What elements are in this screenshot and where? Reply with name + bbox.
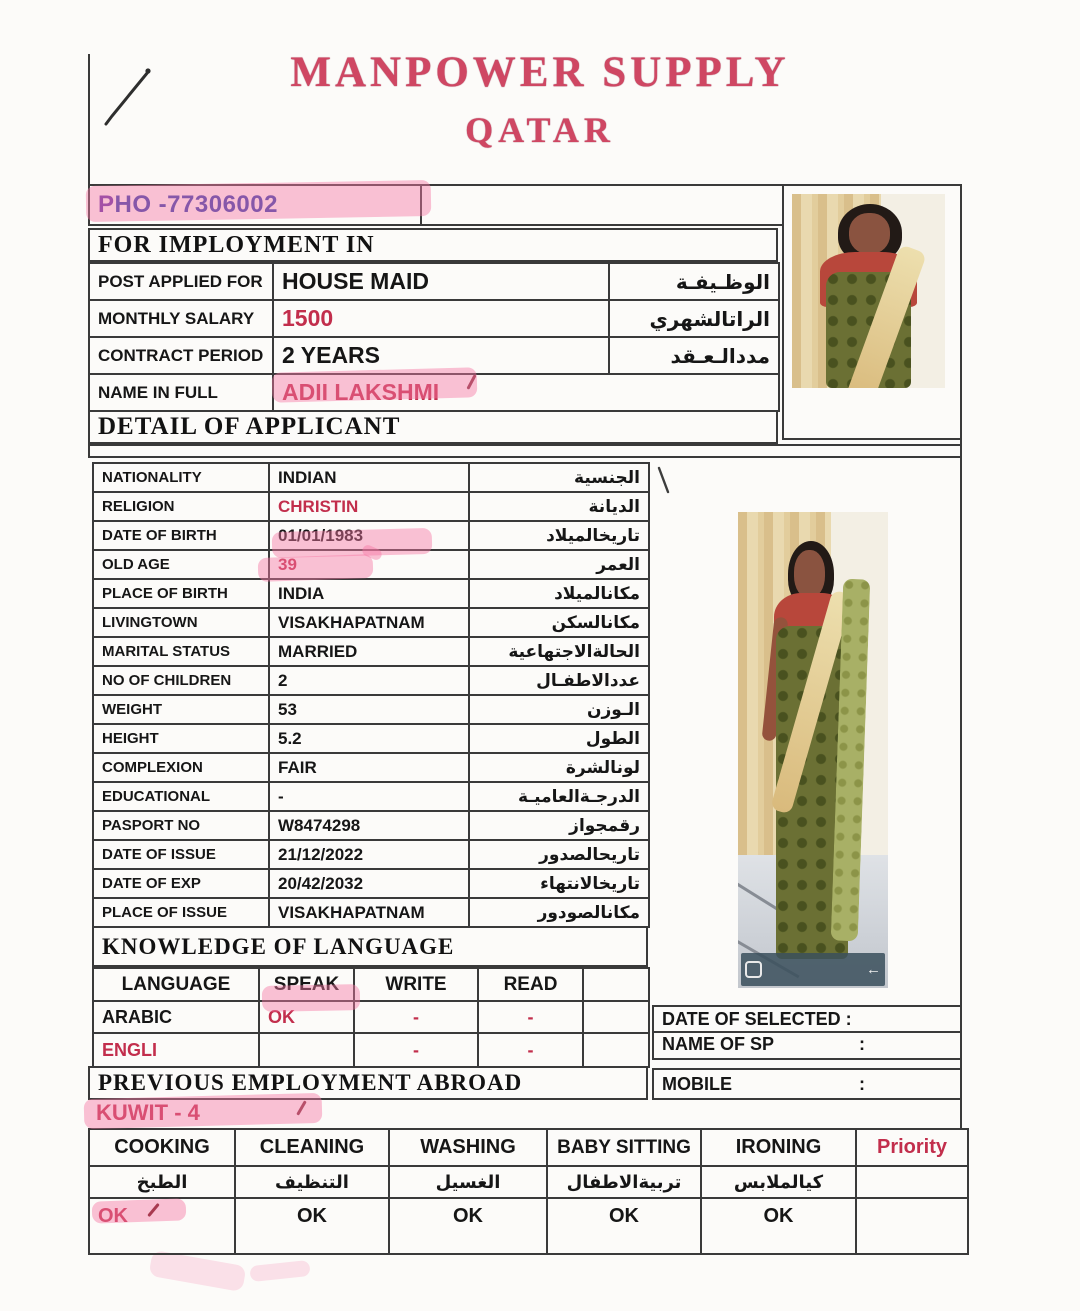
field-label: WEIGHT bbox=[93, 695, 269, 724]
field-label: MARITAL STATUS bbox=[93, 637, 269, 666]
table-row bbox=[93, 1033, 649, 1067]
field-value: 2 bbox=[269, 666, 469, 695]
field-label: POST APPLIED FOR bbox=[89, 263, 273, 300]
column-header: SPEAK bbox=[259, 968, 354, 1001]
field-label-arabic: الجنسية bbox=[469, 463, 649, 492]
form-title-line2: QATAR bbox=[465, 110, 615, 150]
applicant-photo-small bbox=[792, 194, 945, 388]
mobile-label: MOBILE bbox=[662, 1073, 732, 1094]
previous-employment-heading: PREVIOUS EMPLOYMENT ABROAD bbox=[88, 1066, 648, 1100]
field-value: ADII LAKSHMI bbox=[273, 374, 779, 411]
language-table bbox=[92, 967, 650, 1068]
table-row bbox=[93, 869, 649, 898]
table-row bbox=[93, 521, 649, 550]
skill-header: COOKING bbox=[89, 1129, 235, 1166]
field-label-arabic: تاريخالانتهاء bbox=[469, 869, 649, 898]
field-value: 1500 bbox=[273, 300, 609, 337]
language-section-heading: KNOWLEDGE OF LANGUAGE bbox=[92, 926, 648, 967]
skill-ok: OK bbox=[89, 1198, 235, 1254]
skill-header: IRONING bbox=[701, 1129, 856, 1166]
field-value: 01/01/1983 bbox=[269, 521, 469, 550]
field-label-arabic: تاريحالصدور bbox=[469, 840, 649, 869]
field-label-arabic: لونالشرة bbox=[469, 753, 649, 782]
column-header: READ bbox=[478, 968, 583, 1001]
table-row bbox=[93, 724, 649, 753]
skill-header: BABY SITTING bbox=[547, 1129, 701, 1166]
table-row bbox=[93, 666, 649, 695]
table-row bbox=[93, 782, 649, 811]
field-label: CONTRACT PERIOD bbox=[89, 337, 273, 374]
back-arrow-icon: ← bbox=[866, 961, 881, 978]
table-row bbox=[89, 1198, 968, 1254]
field-label-arabic: تاريخالميلاد bbox=[469, 521, 649, 550]
field-label: EDUCATIONAL bbox=[93, 782, 269, 811]
table-row bbox=[89, 1166, 968, 1198]
table-row bbox=[89, 374, 779, 411]
field-label: HEIGHT bbox=[93, 724, 269, 753]
table-row bbox=[93, 968, 649, 1001]
colon: : bbox=[859, 1034, 865, 1054]
empty-cell bbox=[856, 1198, 968, 1254]
language-name: ENGLI bbox=[93, 1033, 259, 1067]
table-row bbox=[93, 608, 649, 637]
photo-frame bbox=[782, 186, 960, 440]
name-of-sp-label: NAME OF SP bbox=[662, 1034, 775, 1054]
field-value: 5.2 bbox=[269, 724, 469, 753]
field-label: OLD AGE bbox=[93, 550, 269, 579]
skill-ok: OK bbox=[389, 1198, 547, 1254]
table-row bbox=[89, 337, 779, 374]
field-value: MARRIED bbox=[269, 637, 469, 666]
table-row bbox=[93, 637, 649, 666]
table-row bbox=[93, 463, 649, 492]
field-value: VISAKHAPATNAM bbox=[269, 898, 469, 927]
field-label-arabic: رقمجواز bbox=[469, 811, 649, 840]
person-face bbox=[794, 550, 826, 598]
field-label-arabic: الراتالشهري bbox=[609, 300, 779, 337]
field-value: VISAKHAPATNAM bbox=[269, 608, 469, 637]
field-label-arabic: الطول bbox=[469, 724, 649, 753]
field-value: HOUSE MAID bbox=[273, 263, 609, 300]
person-face bbox=[849, 213, 890, 254]
table-row bbox=[93, 579, 649, 608]
detail-section-heading: DETAIL OF APPLICANT bbox=[88, 410, 778, 444]
phone-cell bbox=[88, 186, 422, 226]
right-border-line bbox=[960, 184, 962, 1128]
field-value: FAIR bbox=[269, 753, 469, 782]
field-label: DATE OF EXP bbox=[93, 869, 269, 898]
date-of-selected-label: DATE OF SELECTED : bbox=[662, 1008, 852, 1029]
sticker-icon bbox=[745, 961, 762, 978]
form-title bbox=[0, 48, 1080, 151]
skill-arabic: الطبخ bbox=[89, 1166, 235, 1198]
pen-backslash-mark bbox=[656, 464, 672, 496]
field-label-arabic: الـوزن bbox=[469, 695, 649, 724]
field-label: PLACE OF ISSUE bbox=[93, 898, 269, 927]
skill-header: WASHING bbox=[389, 1129, 547, 1166]
colon: : bbox=[859, 1073, 865, 1094]
employment-table bbox=[88, 262, 780, 412]
language-read: - bbox=[478, 1001, 583, 1033]
field-label: PLACE OF BIRTH bbox=[93, 579, 269, 608]
form-title-line1: MANPOWER SUPPLY bbox=[290, 49, 790, 96]
field-label-arabic: مكانالصودور bbox=[469, 898, 649, 927]
field-label: LIVINGTOWN bbox=[93, 608, 269, 637]
field-label-arabic: مكانالسكن bbox=[469, 608, 649, 637]
field-label-arabic: العمر bbox=[469, 550, 649, 579]
applicant-photo-full bbox=[738, 512, 888, 988]
language-speak: OK bbox=[259, 1001, 354, 1033]
field-label-arabic: الوظـيفـة bbox=[609, 263, 779, 300]
skill-arabic: كيالملابس bbox=[701, 1166, 856, 1198]
skill-header-priority: Priority bbox=[856, 1129, 968, 1166]
skill-ok: OK bbox=[701, 1198, 856, 1254]
skill-arabic: تربيةالاطفال bbox=[547, 1166, 701, 1198]
previous-employment-entry: KUWIT - 4 bbox=[96, 1100, 200, 1125]
field-label-arabic: الحالةالاجتهاعية bbox=[469, 637, 649, 666]
field-value: - bbox=[269, 782, 469, 811]
skill-arabic: الغسيل bbox=[389, 1166, 547, 1198]
field-value: INDIAN bbox=[269, 463, 469, 492]
field-label: COMPLEXION bbox=[93, 753, 269, 782]
field-label-arabic: عددالاطفـال bbox=[469, 666, 649, 695]
table-row bbox=[89, 300, 779, 337]
field-label: NO OF CHILDREN bbox=[93, 666, 269, 695]
field-label: DATE OF BIRTH bbox=[93, 521, 269, 550]
column-header: LANGUAGE bbox=[93, 968, 259, 1001]
column-header: WRITE bbox=[354, 968, 478, 1001]
pen-tick bbox=[296, 1100, 307, 1115]
field-label: RELIGION bbox=[93, 492, 269, 521]
table-row bbox=[93, 753, 649, 782]
empty-cell bbox=[856, 1166, 968, 1198]
employment-section-heading: FOR IMPLOYMENT IN bbox=[88, 228, 778, 262]
field-label-arabic: مددالـعـقد bbox=[609, 337, 779, 374]
field-value: 2 YEARS bbox=[273, 337, 609, 374]
mobile-row bbox=[652, 1068, 960, 1100]
screenshot-toolbar bbox=[741, 953, 885, 986]
field-value: CHRISTIN bbox=[269, 492, 469, 521]
field-value: 20/42/2032 bbox=[269, 869, 469, 898]
language-read: - bbox=[478, 1033, 583, 1067]
field-value: INDIA bbox=[269, 579, 469, 608]
table-row bbox=[93, 550, 649, 579]
language-write: - bbox=[354, 1033, 478, 1067]
skill-ok: OK bbox=[235, 1198, 389, 1254]
field-label: PASPORT NO bbox=[93, 811, 269, 840]
left-border-line bbox=[88, 54, 90, 186]
detail-table bbox=[92, 462, 650, 928]
empty-cell bbox=[583, 1001, 649, 1033]
table-row bbox=[93, 811, 649, 840]
phone-empty-cell bbox=[422, 186, 782, 226]
column-header-empty bbox=[583, 968, 649, 1001]
table-row bbox=[89, 1129, 968, 1166]
field-label-arabic: الديانة bbox=[469, 492, 649, 521]
phone-number: PHO -77306002 bbox=[98, 191, 278, 218]
field-value: 21/12/2022 bbox=[269, 840, 469, 869]
language-name: ARABIC bbox=[93, 1001, 259, 1033]
table-row bbox=[93, 695, 649, 724]
highlighter-smudge bbox=[249, 1260, 310, 1282]
field-value: 39 bbox=[269, 550, 469, 579]
skill-ok: OK bbox=[547, 1198, 701, 1254]
skill-header: CLEANING bbox=[235, 1129, 389, 1166]
table-row bbox=[93, 840, 649, 869]
field-value: 53 bbox=[269, 695, 469, 724]
skills-table bbox=[88, 1128, 969, 1255]
name-of-sp-row bbox=[652, 1031, 960, 1060]
field-label: NATIONALITY bbox=[93, 463, 269, 492]
field-label-arabic: الدرجـةالعاميـة bbox=[469, 782, 649, 811]
field-label: NAME IN FULL bbox=[89, 374, 273, 411]
language-speak bbox=[259, 1033, 354, 1067]
table-row bbox=[93, 492, 649, 521]
highlighter-smudge bbox=[148, 1250, 246, 1292]
field-label: MONTHLY SALARY bbox=[89, 300, 273, 337]
skill-arabic: التنظيف bbox=[235, 1166, 389, 1198]
table-row bbox=[93, 898, 649, 927]
date-of-selected-row bbox=[652, 1005, 960, 1033]
field-label-arabic: مكانالميلاد bbox=[469, 579, 649, 608]
table-row bbox=[89, 263, 779, 300]
separator-strip bbox=[88, 444, 962, 458]
table-row bbox=[93, 1001, 649, 1033]
field-label: DATE OF ISSUE bbox=[93, 840, 269, 869]
empty-cell bbox=[583, 1033, 649, 1067]
field-value: W8474298 bbox=[269, 811, 469, 840]
language-write: - bbox=[354, 1001, 478, 1033]
